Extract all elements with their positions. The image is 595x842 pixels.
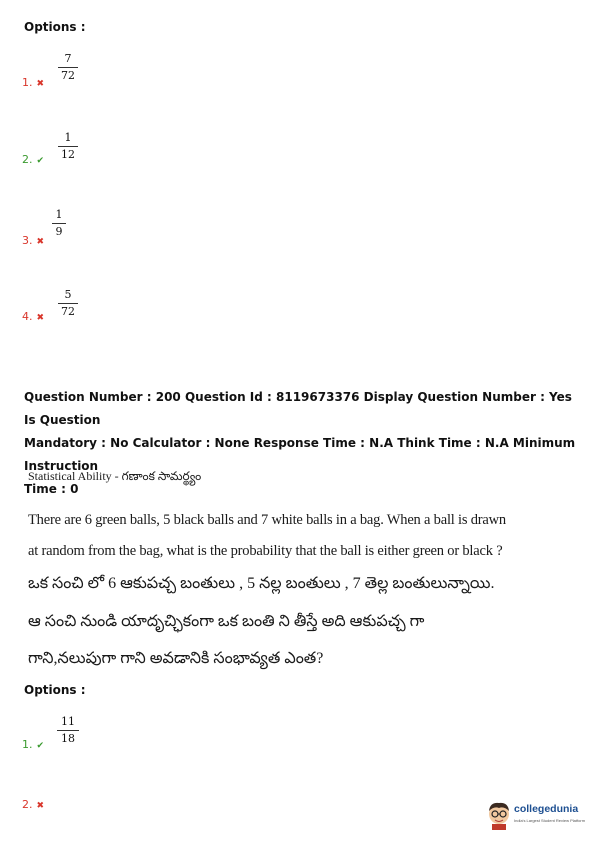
- options-label: Options :: [24, 20, 86, 34]
- denominator: 72: [61, 69, 75, 82]
- option-number: 4.: [22, 310, 33, 323]
- collegedunia-logo: [486, 798, 590, 832]
- question-telugu-line-2: ఆ సంచి నుండి యాదృచ్ఛికంగా ఒక బంతి ని తీస్తే అది ఆకుపచ్చ గా: [28, 613, 425, 630]
- logo-tagline: India's Largest Student Review Platform: [514, 818, 586, 823]
- option-2: [22, 798, 44, 811]
- option-1-fraction: [57, 715, 79, 745]
- option-number: 1.: [22, 738, 33, 751]
- option-3: [22, 234, 44, 247]
- denominator: 72: [61, 305, 75, 318]
- meta-line-2: Mandatory : No Calculator : None Response Time : N.A Think Time : N.A Minimum Instruction: [24, 436, 576, 473]
- option-2: [22, 153, 44, 166]
- option-3-fraction: [52, 208, 66, 238]
- option-number: 1.: [22, 76, 33, 89]
- options-label: Options :: [24, 683, 86, 697]
- option-2-fraction: [58, 131, 78, 161]
- option-1-fraction: [58, 52, 78, 82]
- option-1: [22, 738, 44, 751]
- option-1: [22, 76, 44, 89]
- question-heading: Statistical Ability - గణాంక సామర్థ్యం: [28, 469, 202, 483]
- denominator: 18: [61, 732, 75, 745]
- cross-icon: ✖: [36, 313, 45, 323]
- numerator: 5: [64, 288, 72, 301]
- option-4-fraction: [58, 288, 78, 318]
- check-icon: ✔: [36, 741, 45, 751]
- option-number: 3.: [22, 234, 33, 247]
- cross-icon: ✖: [36, 237, 45, 247]
- option-4: [22, 310, 44, 323]
- logo-name: collegedunia: [514, 803, 579, 815]
- question-english-line-1: There are 6 green balls, 5 black balls and 7 white balls in a bag. When a ball is drawn: [28, 512, 506, 528]
- meta-line-1: Question Number : 200 Question Id : 8119673376 Display Question Number : Yes Is Question: [24, 390, 572, 427]
- numerator: 1: [64, 131, 72, 144]
- denominator: 12: [61, 148, 75, 161]
- numerator: 1: [55, 208, 63, 221]
- question-english-line-2: at random from the bag, what is the probability that the ball is either green or black ?: [28, 543, 503, 559]
- cross-icon: ✖: [36, 79, 45, 89]
- numerator: 7: [64, 52, 72, 65]
- cross-icon: ✖: [36, 801, 45, 811]
- numerator: 11: [61, 715, 75, 728]
- question-telugu-line-3: గాని,నలుపుగా గాని అవడానికి సంభావ్యత ఎంత?: [28, 650, 324, 667]
- check-icon: ✔: [36, 156, 45, 166]
- option-number: 2.: [22, 153, 33, 166]
- option-number: 2.: [22, 798, 33, 811]
- denominator: 9: [55, 225, 63, 238]
- meta-line-3: Time : 0: [24, 482, 79, 496]
- question-telugu-line-1: ఒక సంచి లో 6 ఆకుపచ్చ బంతులు , 5 నల్ల బంతులు , 7 తెల్ల బంతులున్నాయి.: [28, 575, 495, 592]
- mascot-icon: [486, 800, 512, 830]
